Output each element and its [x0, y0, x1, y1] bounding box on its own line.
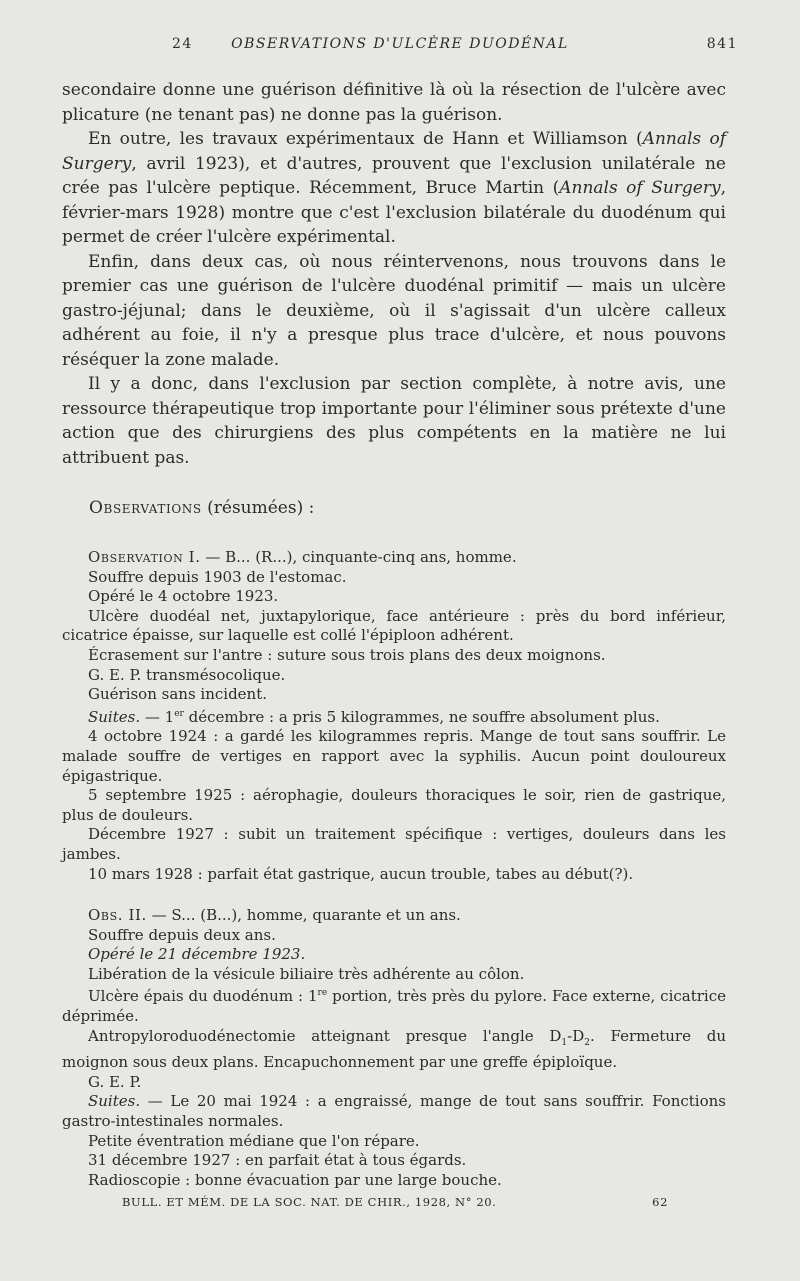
- obs1-line: Opéré le 4 octobre 1923.: [88, 587, 279, 606]
- obs2-line: Radioscopie : bonne évacuation par une large bouche.: [88, 1170, 502, 1189]
- obs2-line: Petite éventration médiane que l'on répare.: [88, 1131, 420, 1150]
- obs1-line: 5 septembre 1925 : aérophagie, douleurs thoraciques le soir, rien de gastrique, plus de douleurs.: [62, 786, 726, 824]
- paragraph-1: secondaire donne une guérison définitive là où la résection de l'ulcère avec plicature (ne tenant pas) ne donne pas la guérison.: [62, 80, 726, 125]
- obs1-line: 4 octobre 1924 : a gardé les kilogrammes repris. Mange de tout sans souffrir. Le malade souffre de vertiges en rapport avec la syphilis. Aucun point douloureux épigastrique.: [62, 727, 726, 785]
- obs2-suites: [62, 1092, 726, 1131]
- body-text: [62, 78, 726, 470]
- obs2-l4-b: portion, très près du pylore. Face externe, cicatrice déprimée.: [62, 987, 727, 1025]
- observations-heading-suffix: (résumées) :: [201, 498, 315, 518]
- paragraph-3: Enfin, dans deux cas, où nous réintervenons, nous trouvons dans le premier cas une guérison de l'ulcère duodénal primitif — mais un ulcère gastro-jéjunal; dans le deuxième, où il s'agissait d'un ulcère calleux adhérent au foie, il n'y a presque plus trace d'ulcère, et nous pouvons réséquer la zone malade.: [62, 251, 726, 370]
- obs2-l5-sub2: 2: [584, 1037, 590, 1048]
- obs2-l4-sup: re: [317, 988, 328, 999]
- obs1-line: Décembre 1927 : subit un traitement spécifique : vertiges, douleurs dans les jambes.: [62, 825, 726, 863]
- p2-text-a: En outre, les travaux expérimentaux de Hann et Williamson (: [88, 129, 643, 149]
- obs2-line: Souffre depuis deux ans.: [88, 925, 276, 944]
- obs2-l5-b: . Fermeture du moignon sous deux plans. Encapuchonnement par une greffe épiploïque.: [62, 1026, 726, 1072]
- obs1-line: Écrasement sur l'antre : suture sous trois plans des deux moignons.: [88, 645, 606, 664]
- obs1-suites-label: Suites.: [88, 707, 141, 726]
- observation-2: [62, 906, 726, 1190]
- obs2-suites-label: Suites.: [88, 1092, 141, 1111]
- obs2-suites-text: — Le 20 mai 1924 : a engraissé, mange de tout sans souffrir. Fonctions gastro-intestinales normales.: [62, 1092, 726, 1130]
- obs1-line: Souffre depuis 1903 de l'estomac.: [88, 567, 347, 586]
- obs2-l5-mid: -D: [567, 1026, 585, 1045]
- obs1-suites-b: décembre : a pris 5 kilogrammes, ne souffre absolument plus.: [183, 707, 660, 726]
- obs2-line: 31 décembre 1927 : en parfait état à tous égards.: [88, 1151, 467, 1170]
- obs1-head: [62, 548, 726, 568]
- obs1-suites: [62, 705, 726, 728]
- observation-1: [62, 548, 726, 884]
- obs2-line: G. E. P.: [88, 1072, 142, 1091]
- obs1-line: Guérison sans incident.: [88, 685, 268, 704]
- obs1-line: G. E. P. transmésocolique.: [88, 665, 286, 684]
- paragraph-4: Il y a donc, dans l'exclusion par section complète, à notre avis, une ressource thérapeutique trop importante pour l'éliminer sous prétexte d'une action que des chirurgiens des plus compétents en la matière ne lui attribuent pas.: [62, 374, 726, 468]
- running-header: [62, 36, 738, 58]
- journal-reference: BULL. ET MÉM. DE LA SOC. NAT. DE CHIR., 1928, N° 20.: [122, 1195, 497, 1209]
- journal-title-1: Annals of Surgery: [62, 129, 726, 174]
- running-title: OBSERVATIONS D'ULCÈRE DUODÉNAL: [231, 36, 569, 52]
- obs2-line: Libération de la vésicule biliaire très adhérente au côlon.: [88, 964, 525, 983]
- obs2-line: [62, 1027, 726, 1073]
- obs2-l4-a: Ulcère épais du duodénum : 1: [88, 987, 318, 1006]
- observations-heading: [89, 496, 314, 520]
- obs1-line: 10 mars 1928 : parfait état gastrique, aucun trouble, tabes au début(?).: [88, 864, 634, 883]
- obs1-line: Ulcère duodéal net, juxtapylorique, face antérieure : près du bord inférieur, cicatrice épaisse, sur laquelle est collé l'épiploon adhérent.: [62, 606, 726, 645]
- p2-text-e: , février-mars 1928) montre que c'est l'exclusion bilatérale du duodénum qui permet de créer l'ulcère expérimental.: [62, 178, 727, 247]
- obs2-l5-sub1: 1: [561, 1037, 568, 1048]
- folio-number: 841: [706, 36, 738, 52]
- obs1-head-text: — B... (R...), cinquante-cinq ans, homme.: [200, 548, 517, 566]
- signature-mark: 62: [652, 1195, 668, 1209]
- p2-text-c: , avril 1923), et d'autres, prouvent que l'exclusion unilatérale ne crée pas l'ulcère peptique. Récemment, Bruce Martin (: [62, 153, 726, 198]
- obs1-suites-sup: er: [174, 708, 184, 719]
- obs2-head: [62, 906, 726, 926]
- obs2-operation-date: Opéré le 21 décembre 1923.: [88, 945, 306, 964]
- obs1-label: Observation I.: [88, 548, 201, 566]
- journal-title-2: Annals of Surgery: [559, 178, 721, 198]
- obs1-suites-a: — 1: [140, 707, 175, 726]
- page-number: 24: [172, 36, 193, 52]
- obs2-l5-a: Antropyloroduodénectomie atteignant presque l'angle D: [88, 1026, 562, 1045]
- obs2-label: Obs. II.: [88, 906, 147, 924]
- paragraph-2: [62, 127, 726, 250]
- obs2-head-text: — S... (B...), homme, quarante et un ans.: [146, 906, 461, 924]
- observations-heading-label: Observations: [89, 498, 202, 518]
- obs2-line: [62, 984, 726, 1026]
- obs2-line: [62, 945, 726, 965]
